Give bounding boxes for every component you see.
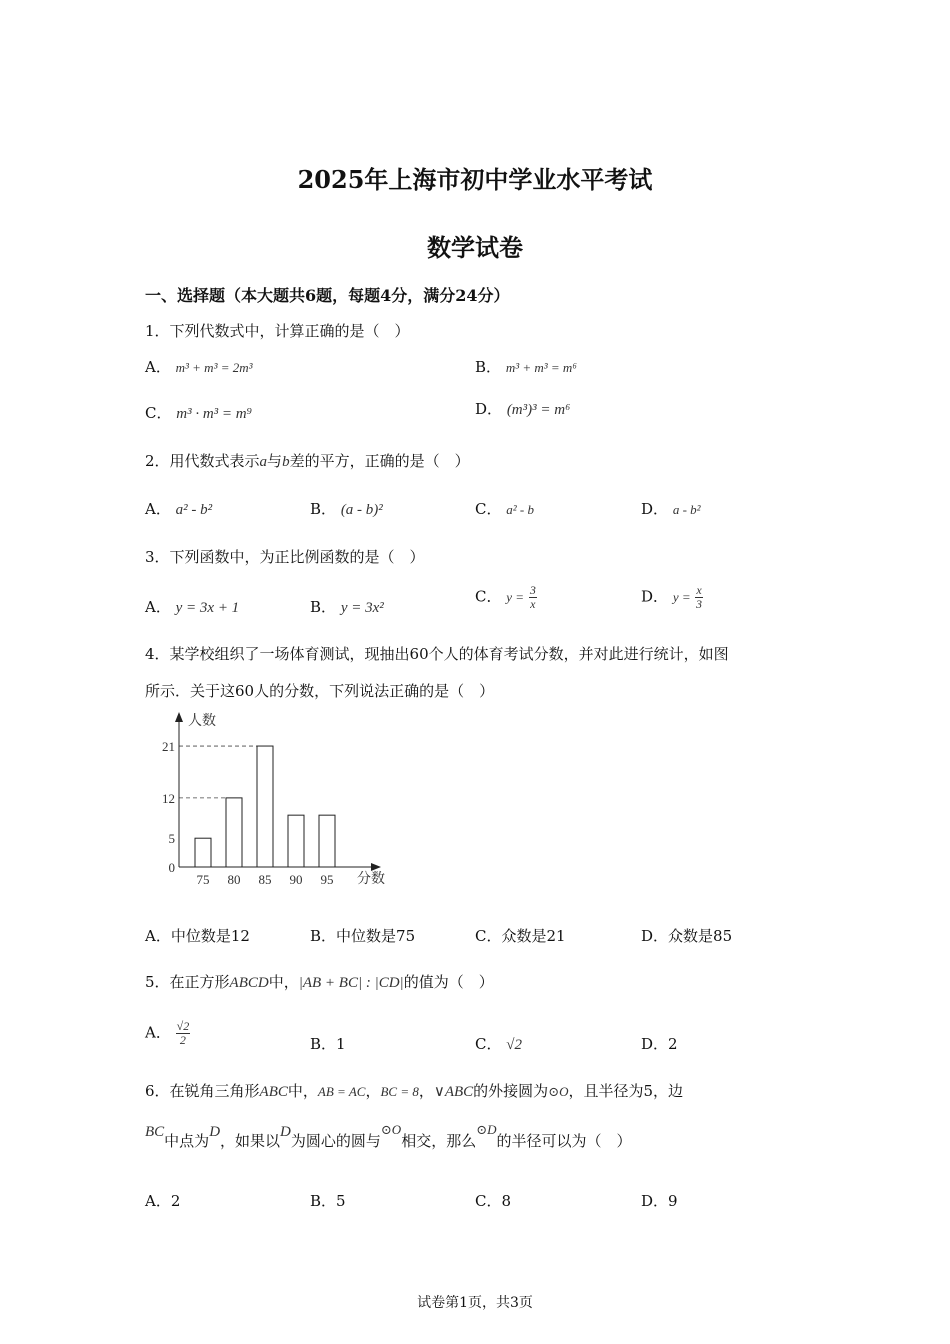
histogram-bar (257, 746, 273, 867)
option-label: A． (145, 927, 171, 945)
stem-var-b: b (282, 454, 290, 470)
stem-text: 中点为 (164, 1132, 210, 1150)
y-tick-label: 5 (168, 831, 175, 847)
stem-text: 差的平方，正确的是（ ） (289, 452, 470, 470)
option-text: 2 (170, 1192, 181, 1210)
question-2-stem (145, 450, 470, 471)
q3-option-d[interactable] (641, 584, 703, 611)
option-expr-lhs: y = (506, 589, 525, 605)
stem-text: ， (365, 1082, 381, 1100)
q4-option-c[interactable] (475, 925, 566, 946)
q1-option-d[interactable] (475, 398, 570, 419)
stem-text: 与 (267, 452, 283, 470)
x-tick-label: 75 (196, 872, 210, 887)
fraction-denominator: x (530, 597, 536, 611)
stem-math: ∨ABC (433, 1084, 474, 1100)
histogram-bar (319, 815, 335, 867)
page-footer: 试卷第1页，共3页 (417, 1295, 533, 1311)
histogram-chart (150, 705, 400, 895)
x-tick-label: 95 (320, 872, 334, 887)
fraction (695, 584, 702, 611)
stem-text: 中， (287, 1082, 318, 1100)
option-label: A． (145, 1023, 171, 1042)
stem-math: D (209, 1124, 221, 1140)
q5-option-a[interactable] (145, 1020, 190, 1047)
y-axis-label: 人数 (188, 714, 216, 729)
fraction-numerator: 3 (529, 583, 536, 597)
option-label: C． (475, 587, 502, 606)
option-text: 9 (668, 1192, 678, 1210)
x-axis-label: 分数 (357, 872, 385, 887)
option-label: B． (310, 598, 337, 616)
question-6-stem-line2 (145, 1122, 632, 1151)
option-label: D． (641, 587, 669, 606)
question-6-stem-line1 (145, 1080, 683, 1101)
q2-option-d[interactable] (641, 498, 701, 519)
option-label: B． (310, 927, 337, 945)
option-label: B． (310, 1035, 337, 1053)
q6-option-c[interactable] (475, 1190, 511, 1211)
option-expr: (m³)³ = m⁶ (506, 402, 571, 418)
q2-option-a[interactable] (145, 498, 212, 519)
stem-text: 的半径可以为（ ） (496, 1132, 632, 1150)
option-expr: (a - b)² (340, 502, 383, 518)
option-label: C． (475, 500, 502, 518)
stem-text: 2．用代数式表示 (145, 452, 260, 470)
option-text: 中位数是75 (336, 927, 416, 945)
option-label: A． (145, 500, 171, 518)
q3-option-b[interactable] (310, 596, 384, 617)
fraction-denominator: 3 (696, 597, 703, 611)
stem-text: 相交，那么 (401, 1132, 477, 1150)
x-tick-label: 90 (289, 872, 303, 887)
q1-option-a[interactable] (145, 356, 253, 377)
fraction (529, 584, 537, 611)
option-expr-lhs: y = (672, 589, 691, 605)
stem-math: ⊙O (380, 1122, 402, 1137)
histogram-bar (195, 838, 211, 867)
option-label: B． (310, 1192, 337, 1210)
q3-option-a[interactable] (145, 596, 239, 617)
stem-text: 中， (268, 973, 299, 991)
option-label: D． (641, 927, 669, 945)
stem-var-a: a (259, 454, 268, 470)
option-label: C． (475, 927, 502, 945)
fraction-numerator: √2 (176, 1019, 190, 1033)
option-expr: m³ + m³ = m⁶ (505, 360, 577, 375)
page-subtitle: 数学试卷 (427, 233, 523, 262)
q4-option-b[interactable] (310, 925, 415, 946)
q5-option-d[interactable] (641, 1033, 678, 1054)
option-expr: a² - b² (175, 502, 213, 518)
option-expr: m³ + m³ = 2m³ (175, 360, 253, 375)
question-4-stem-line1: 4．某学校组织了一场体育测试，现抽出60个人的体育考试分数，并对此进行统计，如图 (145, 645, 729, 663)
stem-math: AB = AC (317, 1084, 366, 1099)
option-expr: m³ · m³ = m⁹ (176, 406, 252, 422)
q5-option-b[interactable] (310, 1033, 346, 1054)
x-axis-arrow-icon (371, 863, 381, 871)
option-expr: y = 3x + 1 (175, 600, 240, 616)
option-text: 1 (336, 1035, 346, 1053)
section-heading: 一、选择题（本大题共6题，每题4分，满分24分） (145, 286, 510, 305)
option-label: C． (145, 404, 172, 422)
option-label: A． (145, 1192, 171, 1210)
y-axis-arrow-icon (175, 712, 183, 722)
stem-text: 为圆心的圆与 (290, 1132, 381, 1150)
option-text: 8 (501, 1192, 512, 1210)
q4-option-a[interactable] (145, 925, 250, 946)
option-label: D． (475, 400, 503, 418)
option-expr: a - b² (672, 502, 701, 517)
stem-text: 6．在锐角三角形 (145, 1082, 260, 1100)
x-tick-label: 85 (258, 872, 272, 887)
question-5-stem (145, 971, 494, 992)
option-label: A． (145, 358, 171, 376)
x-tick-label: 80 (227, 872, 241, 887)
y-tick-label: 12 (162, 790, 175, 806)
q3-option-c[interactable] (475, 584, 537, 611)
option-label: D． (641, 1035, 669, 1053)
q6-option-b[interactable] (310, 1190, 346, 1211)
q5-option-c[interactable] (475, 1033, 522, 1054)
option-label: D． (641, 500, 669, 518)
stem-math: BC (145, 1124, 165, 1140)
question-1-stem: 1．下列代数式中，计算正确的是（ ） (145, 322, 410, 340)
option-label: C． (475, 1192, 502, 1210)
stem-math: D (280, 1124, 291, 1140)
stem-text: ，且半径为5，边 (568, 1082, 684, 1100)
option-label: B． (310, 500, 337, 518)
histogram-bar (226, 798, 242, 867)
q6-option-d[interactable] (641, 1190, 678, 1211)
y-tick-label: 0 (168, 860, 175, 875)
q2-option-b[interactable] (310, 498, 383, 519)
stem-text: ，如果以 (220, 1132, 281, 1150)
option-text: 5 (336, 1192, 346, 1210)
question-3-stem: 3．下列函数中，为正比例函数的是（ ） (145, 548, 425, 566)
stem-math: BC = 8 (380, 1084, 419, 1099)
q4-option-d[interactable] (641, 925, 732, 946)
question-4-stem-line2: 所示．关于这60人的分数，下列说法正确的是（ ） (145, 682, 495, 700)
stem-var: ABCD (229, 975, 269, 991)
option-label: C． (475, 1035, 502, 1053)
option-text: 2 (668, 1035, 678, 1053)
option-expr: √2 (506, 1037, 522, 1053)
option-text: 众数是21 (501, 927, 566, 945)
stem-text: ， (418, 1082, 434, 1100)
stem-math: ⊙O (548, 1084, 569, 1099)
stem-math: ABC (259, 1084, 288, 1100)
option-label: A． (145, 598, 171, 616)
stem-text: 的值为（ ） (403, 973, 494, 991)
y-tick-label: 21 (162, 739, 175, 755)
stem-text: 5．在正方形 (145, 973, 230, 991)
stem-math: ⊙D (476, 1122, 497, 1137)
q1-option-c[interactable] (145, 402, 252, 423)
q6-option-a[interactable] (145, 1190, 180, 1211)
q2-option-c[interactable] (475, 498, 534, 519)
fraction-numerator: x (696, 583, 702, 597)
option-expr: y = 3x² (340, 600, 384, 616)
stem-text: 的外接圆为 (473, 1082, 549, 1100)
option-label: D． (641, 1192, 669, 1210)
page-title: 2025年上海市初中学业水平考试 (297, 165, 653, 194)
option-text: 中位数是12 (170, 927, 250, 945)
fraction (176, 1020, 191, 1047)
stem-expr: |AB + BC| : |CD| (298, 975, 404, 991)
option-expr: a² - b (506, 502, 534, 517)
fraction-denominator: 2 (179, 1033, 186, 1047)
option-text: 众数是85 (668, 927, 733, 945)
option-label: B． (475, 358, 502, 376)
q1-option-b[interactable] (475, 356, 577, 377)
histogram-bar (288, 815, 304, 867)
